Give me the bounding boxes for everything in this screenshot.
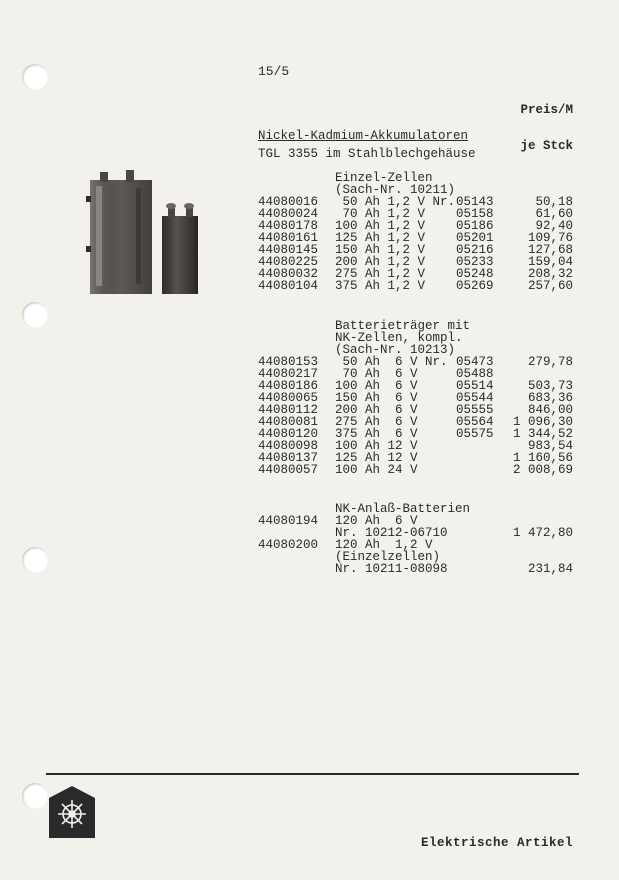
article-price: 1 160,56 bbox=[512, 451, 573, 465]
article-price: 846,00 bbox=[527, 403, 573, 417]
article-price: 1 344,52 bbox=[512, 427, 573, 441]
article-code: 44080112 bbox=[258, 403, 319, 417]
article-description: 275 Ah 6 V bbox=[335, 415, 418, 429]
price-header-line1: Preis/M bbox=[520, 103, 573, 117]
article-price: 127,68 bbox=[527, 243, 573, 257]
article-description: 375 Ah 1,2 V bbox=[335, 279, 426, 293]
article-code: 44080016 bbox=[258, 195, 319, 209]
article-price: 2 008,69 bbox=[512, 463, 573, 477]
article-description: Nr. 10211-08098 bbox=[335, 562, 448, 576]
article-description: 200 Ah 1,2 V bbox=[335, 255, 426, 269]
article-code: 44080024 bbox=[258, 207, 319, 221]
binder-hole bbox=[22, 64, 48, 90]
sach-number: 05248 bbox=[456, 267, 494, 281]
section-heading: NK-Anlaß-Batterien bbox=[335, 502, 471, 516]
article-price: 50,18 bbox=[535, 195, 573, 209]
article-price: 683,36 bbox=[527, 391, 573, 405]
section-heading: NK-Zellen, kompl. bbox=[335, 331, 463, 345]
sach-number: 05216 bbox=[456, 243, 494, 257]
article-code: 44080057 bbox=[258, 463, 319, 477]
table-row bbox=[0, 464, 619, 476]
article-description: 150 Ah 1,2 V bbox=[335, 243, 426, 257]
article-price: 1 472,80 bbox=[512, 526, 573, 540]
article-description: 100 Ah 24 V bbox=[335, 463, 418, 477]
table-row bbox=[0, 563, 619, 575]
article-description: 100 Ah 6 V bbox=[335, 379, 418, 393]
article-price: 92,40 bbox=[535, 219, 573, 233]
article-description: 50 Ah 1,2 V Nr. bbox=[335, 195, 456, 209]
article-code: 44080217 bbox=[258, 367, 319, 381]
price-header bbox=[520, 80, 573, 164]
article-price: 61,60 bbox=[535, 207, 573, 221]
sach-number: 05233 bbox=[456, 255, 494, 269]
article-description: 275 Ah 1,2 V bbox=[335, 267, 426, 281]
article-price: 159,04 bbox=[527, 255, 573, 269]
article-code: 44080194 bbox=[258, 514, 319, 528]
table-row bbox=[0, 280, 619, 292]
article-code: 44080098 bbox=[258, 439, 319, 453]
article-code: 44080225 bbox=[258, 255, 319, 269]
sach-number: 05564 bbox=[456, 415, 494, 429]
article-description: 70 Ah 6 V bbox=[335, 367, 418, 381]
sach-number: 05555 bbox=[456, 403, 494, 417]
footer-divider bbox=[46, 773, 579, 775]
article-description: 200 Ah 6 V bbox=[335, 403, 418, 417]
article-code: 44080081 bbox=[258, 415, 319, 429]
article-price: 208,32 bbox=[527, 267, 573, 281]
article-description: 150 Ah 6 V bbox=[335, 391, 418, 405]
page-title: Nickel-Kadmium-Akkumulatoren bbox=[258, 129, 469, 143]
article-code: 44080137 bbox=[258, 451, 319, 465]
section-heading: (Sach-Nr. 10211) bbox=[335, 183, 456, 197]
article-description: 50 Ah 6 V Nr. bbox=[335, 355, 448, 369]
article-price: 983,54 bbox=[527, 439, 573, 453]
sach-number: 05544 bbox=[456, 391, 494, 405]
article-description: 100 Ah 1,2 V bbox=[335, 219, 426, 233]
article-price: 257,60 bbox=[527, 279, 573, 293]
article-description: 125 Ah 12 V bbox=[335, 451, 418, 465]
sach-number: 05514 bbox=[456, 379, 494, 393]
article-description: 70 Ah 1,2 V bbox=[335, 207, 426, 221]
page-subtitle: TGL 3355 im Stahlblechgehäuse bbox=[258, 147, 476, 161]
table-row bbox=[0, 539, 619, 551]
article-price: 109,76 bbox=[527, 231, 573, 245]
article-code: 44080153 bbox=[258, 355, 319, 369]
article-description: 120 Ah 6 V bbox=[335, 514, 418, 528]
article-description: Nr. 10212-06710 bbox=[335, 526, 448, 540]
article-code: 44080145 bbox=[258, 243, 319, 257]
section-heading: Batterieträger mit bbox=[335, 319, 471, 333]
article-description: 120 Ah 1,2 V bbox=[335, 538, 433, 552]
page-number: 15/5 bbox=[258, 64, 290, 79]
binder-hole bbox=[22, 783, 48, 809]
article-code: 44080065 bbox=[258, 391, 319, 405]
article-code: 44080120 bbox=[258, 427, 319, 441]
article-code: 44080032 bbox=[258, 267, 319, 281]
table-row bbox=[0, 551, 619, 563]
article-code: 44080178 bbox=[258, 219, 319, 233]
article-price: 503,73 bbox=[527, 379, 573, 393]
article-code: 44080161 bbox=[258, 231, 319, 245]
sach-number: 05201 bbox=[456, 231, 494, 245]
article-price: 279,78 bbox=[527, 355, 573, 369]
sach-number: 05575 bbox=[456, 427, 494, 441]
price-header-line2: je Stck bbox=[520, 139, 573, 153]
sach-number: 05143 bbox=[456, 195, 494, 209]
article-description: 100 Ah 12 V bbox=[335, 439, 418, 453]
article-code: 44080200 bbox=[258, 538, 319, 552]
article-code: 44080186 bbox=[258, 379, 319, 393]
section-heading: Einzel-Zellen bbox=[335, 171, 433, 185]
article-code: 44080104 bbox=[258, 279, 319, 293]
article-description: 375 Ah 6 V bbox=[335, 427, 418, 441]
article-price: 1 096,30 bbox=[512, 415, 573, 429]
sach-number: 05269 bbox=[456, 279, 494, 293]
binder-hole bbox=[22, 302, 48, 328]
article-description: 125 Ah 1,2 V bbox=[335, 231, 426, 245]
section-heading: (Sach-Nr. 10213) bbox=[335, 343, 456, 357]
ship-wheel-icon bbox=[49, 786, 95, 838]
article-price: 231,84 bbox=[527, 562, 573, 576]
sach-number: 05158 bbox=[456, 207, 494, 221]
footer-label: Elektrische Artikel bbox=[420, 836, 573, 850]
article-description: (Einzelzellen) bbox=[335, 550, 441, 564]
sach-number: 05186 bbox=[456, 219, 494, 233]
sach-number: 05473 bbox=[456, 355, 494, 369]
sach-number: 05488 bbox=[456, 367, 494, 381]
